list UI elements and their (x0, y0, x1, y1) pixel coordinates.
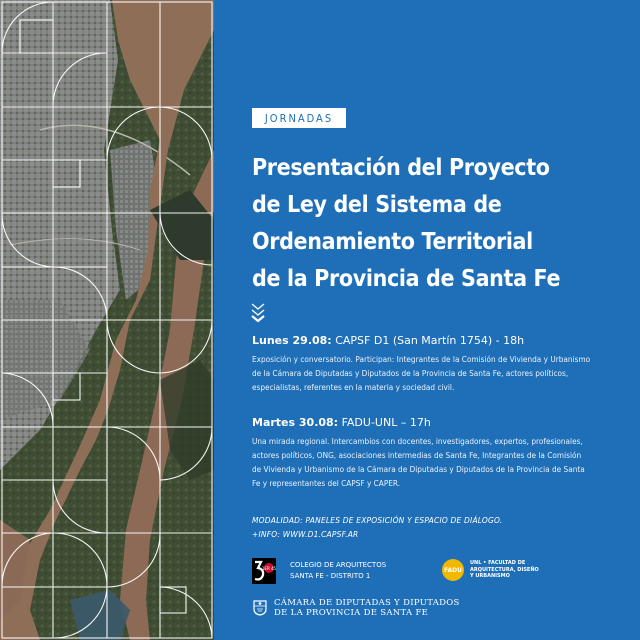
session-heading (252, 334, 590, 347)
session-description: Una mirada regional. Intercambios con docentes, investigadores, expertos, profesionales, actores políticos, ONG, asociaciones intermedias de Santa Fe, Integrantes de la Comisión de Vivienda y Urbanismo de la Cámara de Diputadas y Diputados de la Provincia de Santa Fe y representantes del CAPSF y CAPER. (252, 437, 585, 488)
session-monday (252, 334, 590, 395)
session-date: Lunes 29.08: (252, 334, 332, 347)
session-description: Exposición y conversatorio. Participan: Integrantes de la Comisión de Vivienda y Urbanismo de la Cámara de Diputadas y Diputados de la Provincia de Santa Fe, actores políticos, especialistas, referentes en la materia y sociedad civil. (252, 355, 591, 392)
satellite-map (0, 0, 214, 640)
title-line: Ordenamiento Territorial (252, 229, 533, 255)
colegio-line: SANTA FE - DISTRITO 1 (290, 572, 371, 580)
event-type-tag: JORNADAS (252, 108, 346, 128)
fadu-line: Y URBANISMO (470, 573, 510, 579)
colegio-logo-icon (252, 558, 276, 584)
event-meta (252, 514, 502, 542)
content-panel (214, 0, 640, 640)
session-place: CAPSF D1 (San Martín 1754) - 18h (335, 334, 525, 347)
camara-seal-icon (252, 598, 268, 616)
title-line: Presentación del Proyecto (252, 155, 550, 181)
camara-line: DE LA PROVINCIA DE SANTA FE (274, 608, 429, 618)
fadu-line: UNL • FACULTAD DE (470, 560, 526, 566)
title-line: de la Provincia de Santa Fe (252, 266, 561, 292)
camara-name (274, 598, 460, 618)
satellite-map-graphic (0, 0, 214, 640)
colegio-line: COLEGIO DE ARQUITECTOS (290, 561, 387, 569)
fadu-logo-icon: FADU (442, 559, 464, 581)
session-heading (252, 416, 590, 429)
session-date: Martes 30.08: (252, 416, 339, 429)
fadu-line: ARQUITECTURA, DISEÑO (470, 566, 539, 573)
camara-line: CÁMARA DE DIPUTADAS Y DIPUTADOS (274, 598, 460, 608)
colegio-logo-text: 1ER 45 (261, 566, 276, 571)
colegio-name (290, 560, 386, 582)
modalidad-text: MODALIDAD: PANELES DE EXPOSICIÓN Y ESPACIO DE DIÁLOGO. (252, 516, 503, 525)
fadu-name (470, 560, 550, 580)
page-title (252, 150, 594, 298)
info-link[interactable]: +INFO: WWW.D1.CAPSF.AR (252, 530, 359, 539)
session-place: FADU-UNL – 17h (341, 416, 431, 429)
title-line: de Ley del Sistema de (252, 192, 502, 218)
session-tuesday (252, 416, 590, 491)
chevron-down-icon (251, 302, 265, 324)
